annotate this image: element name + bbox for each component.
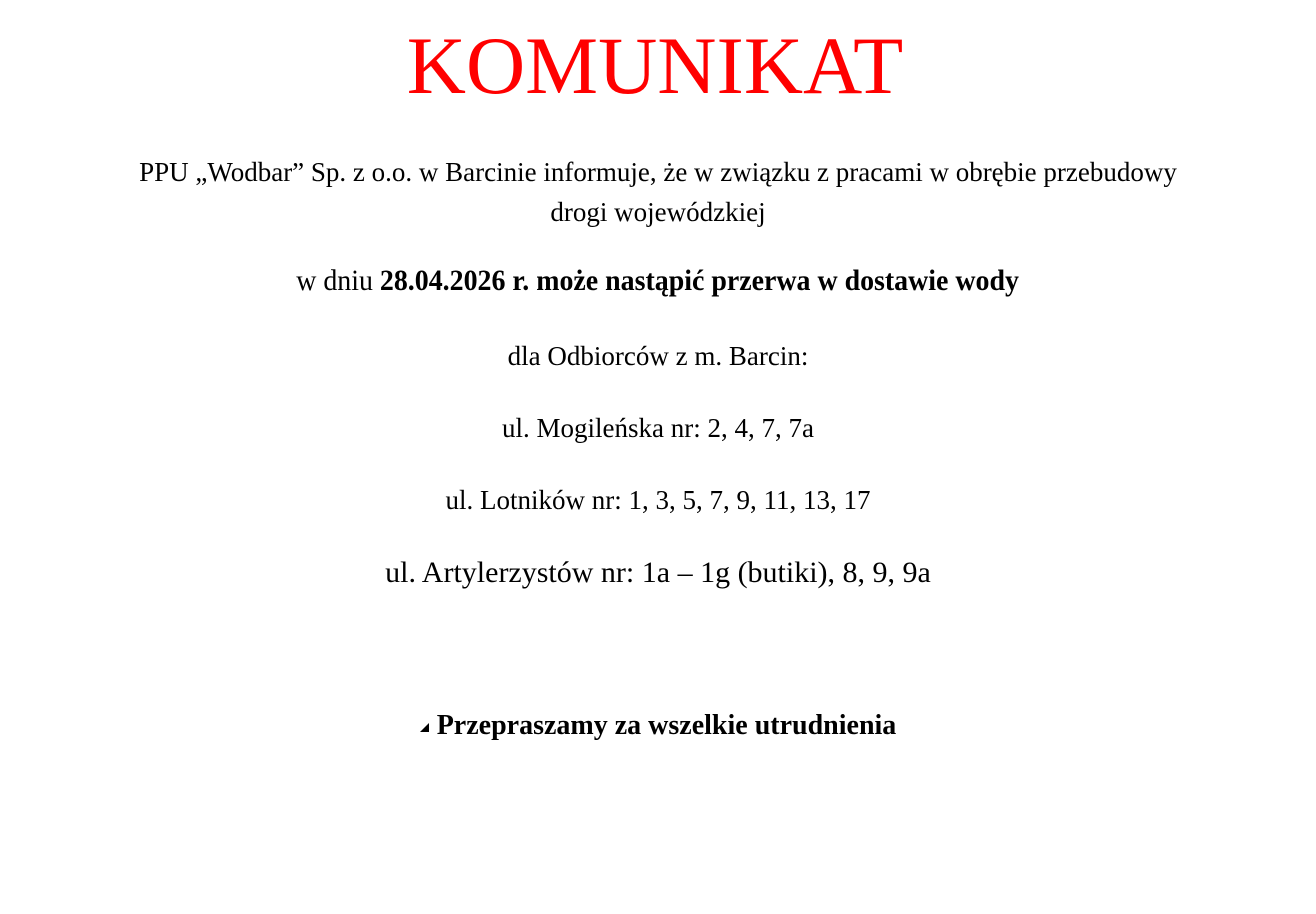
apology-line	[0, 709, 1316, 743]
recipients-label: dla Odbiorców z m. Barcin:	[507, 341, 809, 371]
outage-notice	[0, 262, 1316, 300]
street-item: ul. Mogileńska nr: 2, 4, 7, 7a	[502, 413, 814, 443]
notice-date-message: 28.04.2026 r. może nastąpić przerwa w dostawie wody	[380, 264, 1020, 297]
apology-text: Przepraszamy za wszelkie utrudnienia	[436, 710, 897, 741]
document-title: KOMUNIKAT	[406, 20, 904, 111]
triangle-marker-icon	[420, 723, 429, 732]
street-item: ul. Lotników nr: 1, 3, 5, 7, 9, 11, 13, 17	[445, 485, 871, 515]
street-item: ul. Artylerzystów nr: 1a – 1g (butiki), 8, 9, 9a	[385, 556, 931, 589]
intro-line-1: PPU „Wodbar” Sp. z o.o. w Barcinie informuje, że w związku z pracami w obrębie przebudowy	[139, 157, 1177, 187]
intro-line-2: drogi wojewódzkiej	[550, 197, 766, 227]
notice-prefix: w dniu	[296, 264, 381, 297]
